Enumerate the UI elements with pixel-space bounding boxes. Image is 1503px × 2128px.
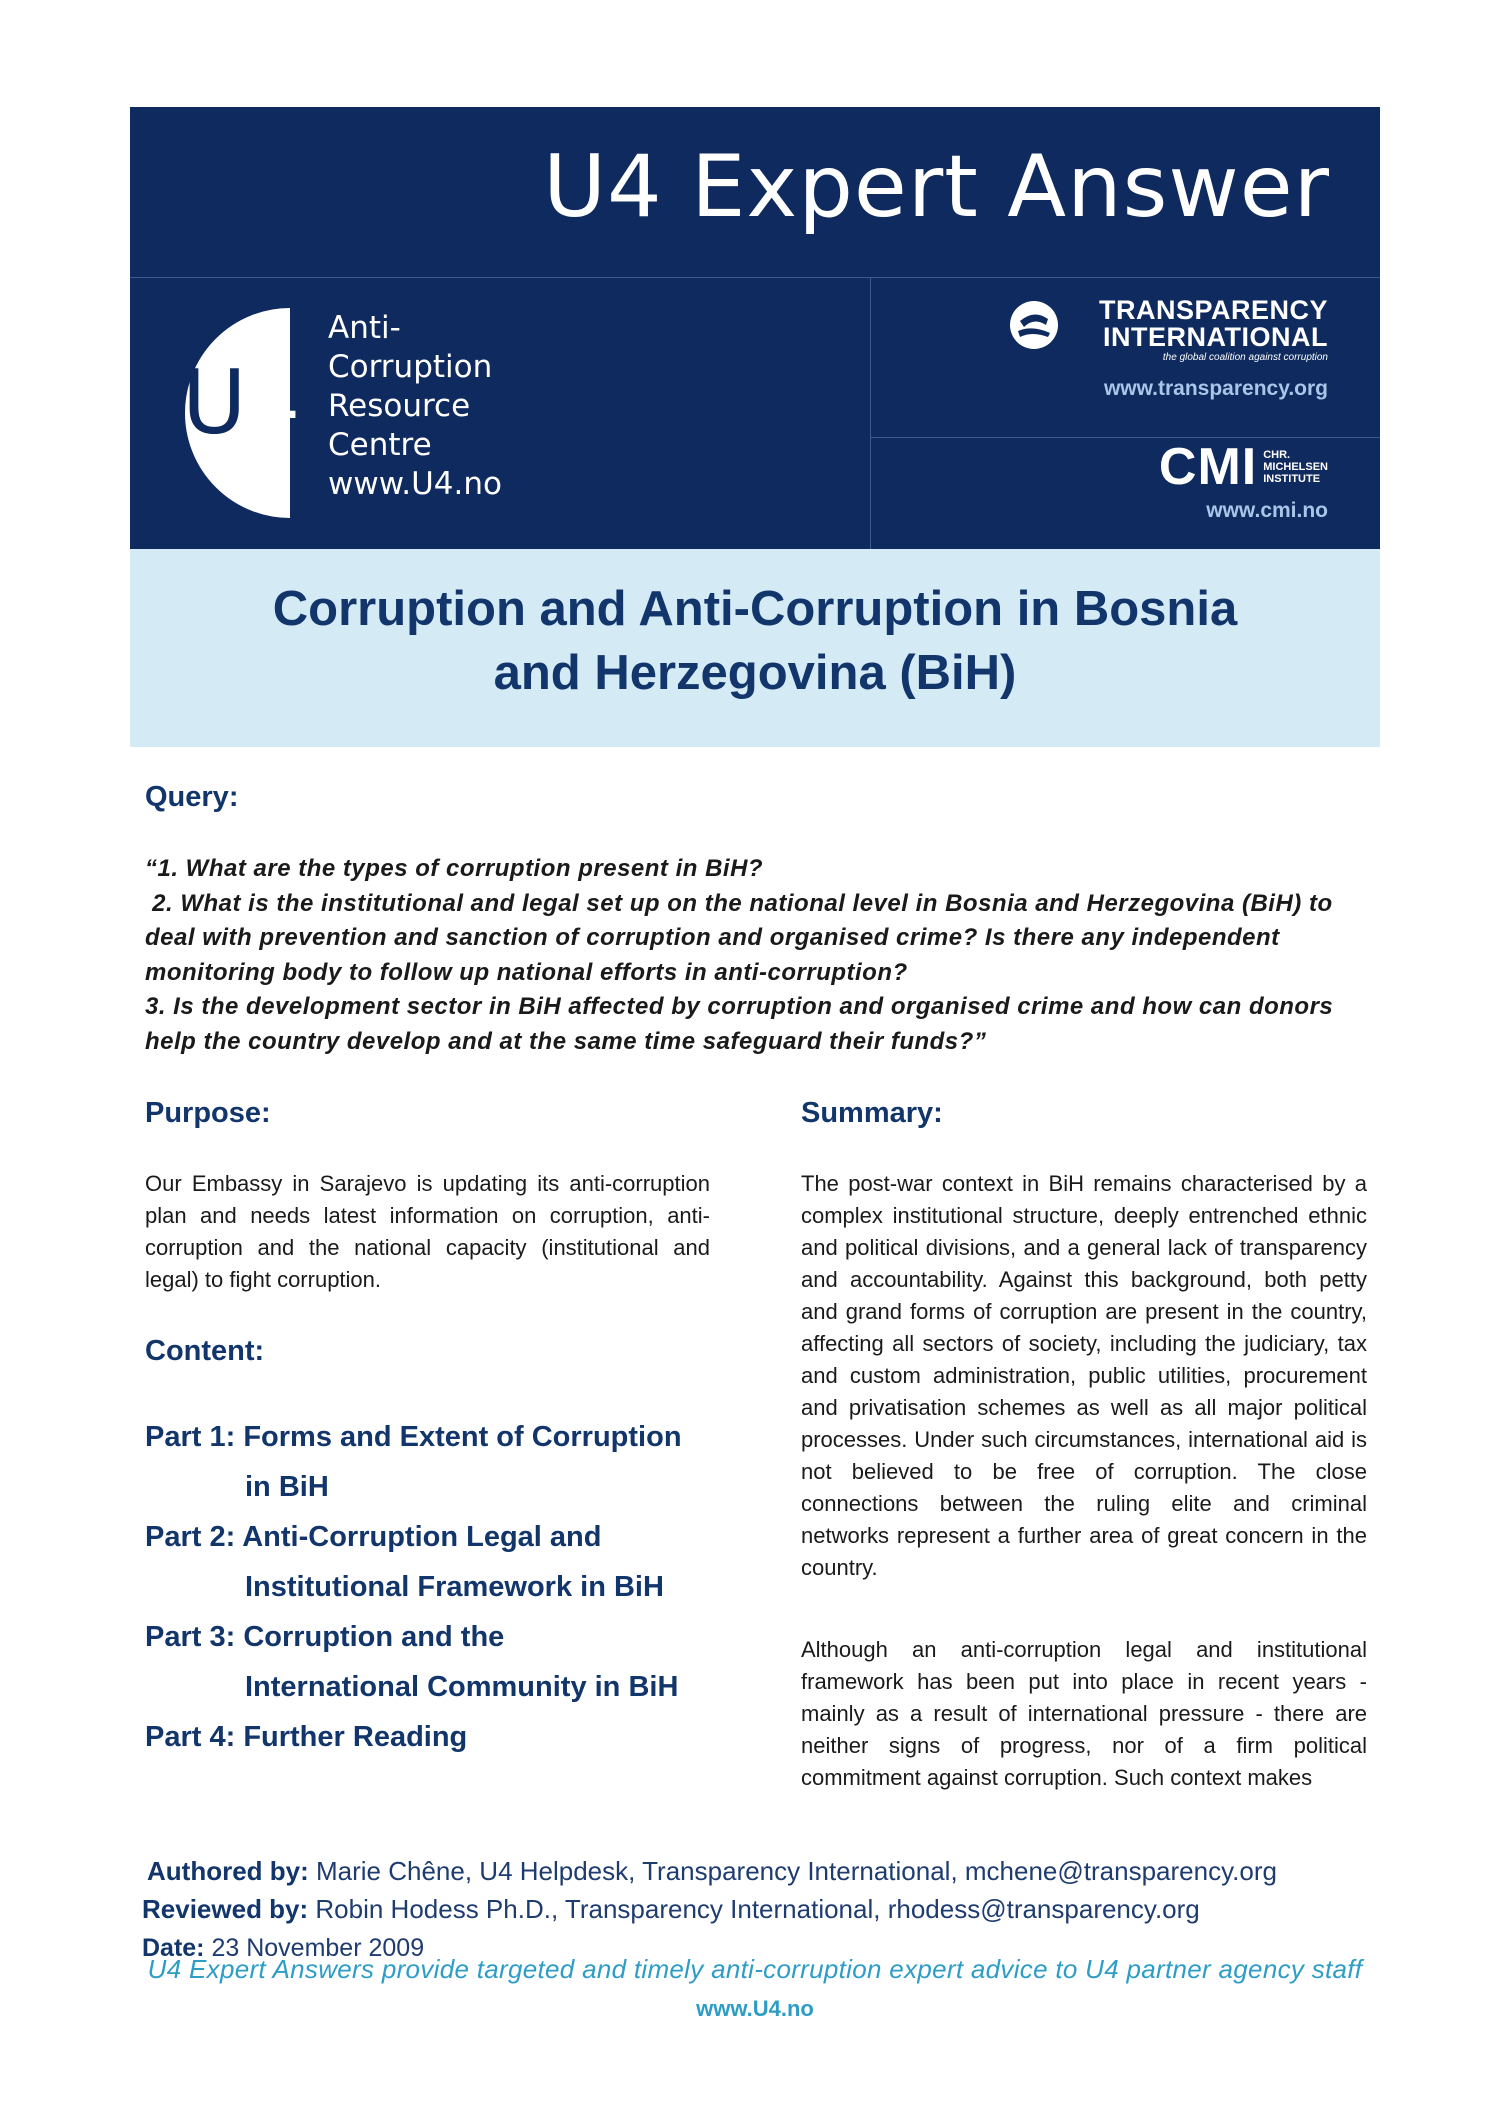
content-item-label: Part 3: Corruption and the [145,1621,505,1653]
ti-logo [1008,297,1328,407]
content-item-label: Part 2: Anti-Corruption Legal and [145,1521,602,1553]
content-heading: Content: [145,1335,265,1367]
u4-mark: U4 [182,351,299,454]
summary-paragraph-2: Although an anti-corruption legal and institutional framework has been put into place in recent years - mainly as a result of international pressure - there are neither signs of progress, nor of a firm political commitment against corruption. Such context makes [801,1637,1367,1790]
reviewed-value: Robin Hodess Ph.D., Transparency International, rhodess@transparency.org [308,1894,1200,1924]
content-item-cont: International Community in BiH [245,1671,679,1703]
query-heading: Query: [145,781,239,813]
summary-paragraph-1: The post-war context in BiH remains characterised by a complex institutional structure, deeply entrenched ethnic and political divisions, and a general lack of transparency and accountability. Against this background, both petty and grand forms of corruption are present in the country, affecting all sectors of society, including the judiciary, tax and custom administration, public utilities, procurement and privatisation schemes as well as all major political processes. Under such circumstances, international aid is not believed to be free of corruption. The close connections between the ruling elite and criminal networks represent a further area of great concern in the country. [801,1171,1367,1580]
purpose-text: Our Embassy in Sarajevo is updating its anti-corruption plan and needs latest information on corruption, anti-corruption and the national capacity (institutional and legal) to fight corruption. [145,1171,710,1292]
content-item-part-3[interactable] [145,1612,745,1712]
u4-url: www.U4.no [328,466,502,502]
content-item-cont: in BiH [245,1471,329,1503]
u4-line-2: Corruption [328,349,493,385]
ti-tagline: the global coalition against corruption [1162,352,1328,363]
cmi-name [1263,449,1328,485]
u4-name [328,309,502,504]
reviewed-label: Reviewed by: [142,1894,309,1924]
ti-name-line-2: INTERNATIONAL [1103,322,1328,352]
page-title [130,577,1380,705]
cmi-line-2: MICHELSEN [1263,461,1328,473]
content-item-part-4[interactable] [145,1712,745,1762]
summary-heading: Summary: [801,1097,943,1129]
footer-url[interactable]: www.U4.no [696,1996,814,2021]
banner-title: U4 Expert Answer [543,137,1330,237]
ti-name-line-1: TRANSPARENCY [1098,295,1328,325]
cmi-logo [1108,433,1328,543]
query-line-6: help the country develop and at the same time safeguard their funds?” [145,1027,987,1055]
banner-divider-vertical [870,277,871,549]
authored-value: Marie Chêne, U4 Helpdesk, Transparency International, mchene@transparency.org [308,1856,1277,1886]
query-line-2: 2. What is the institutional and legal set up on the national level in Bosnia and Herzegovina (BiH) to [145,889,1333,917]
ti-url[interactable]: www.transparency.org [1103,377,1328,400]
cmi-url[interactable]: www.cmi.no [1206,499,1328,522]
page-title-line-2: and Herzegovina (BiH) [493,646,1017,700]
date-value: 23 November 2009 [204,1934,425,1962]
u4-logo [180,295,520,535]
content-item-cont: Institutional Framework in BiH [245,1571,664,1603]
cmi-mark-group [1158,438,1328,496]
content-item-label: Part 1: Forms and Extent of Corruption [145,1421,682,1453]
query-line-5: 3. Is the development sector in BiH affected by corruption and organised crime and how can donors [145,993,1334,1020]
content-list [145,1412,745,1762]
globe-icon [1008,299,1060,351]
query-line-1: “1. What are the types of corruption present in BiH? [145,855,764,882]
footer-tagline: U4 Expert Answers provide targeted and timely anti-corruption expert advice to U4 partner agency staff [147,1954,1363,1984]
content-item-label: Part 4: Further Reading [145,1721,468,1753]
page-title-line-1: Corruption and Anti-Corruption in Bosnia [272,582,1238,636]
authored-label: Authored by: [147,1856,309,1886]
reviewed-by [142,1894,1200,1925]
title-band [130,549,1380,747]
u4-line-4: Centre [328,427,432,463]
content-item-part-1[interactable] [145,1412,745,1512]
ti-name [1099,297,1328,365]
authored-by [147,1856,1277,1887]
purpose-heading: Purpose: [145,1097,271,1129]
query-text [145,852,1365,1059]
query-line-4: monitoring body to follow up national efforts in anti-corruption? [145,958,908,986]
u4-line-1: Anti- [328,310,401,346]
cmi-line-1: CHR. [1263,449,1291,461]
date-label: Date: [142,1934,205,1962]
query-line-3: deal with prevention and sanction of corruption and organised crime? Is there any independent [145,924,1280,951]
content-item-part-2[interactable] [145,1512,745,1612]
cmi-line-3: INSTITUTE [1263,473,1321,485]
header-banner [130,107,1380,549]
u4-line-3: Resource [328,388,471,424]
cmi-mark: CMI [1158,438,1258,496]
banner-divider [130,277,1380,278]
